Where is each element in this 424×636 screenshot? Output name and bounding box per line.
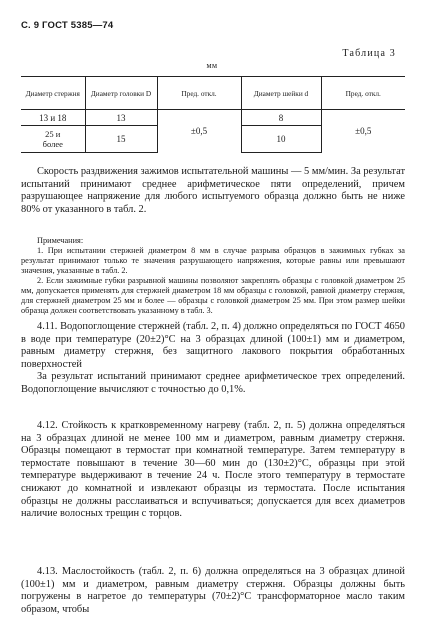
col-head-tolerance: Пред. откл.	[157, 77, 241, 110]
paragraph-4-12: 4.12. Стойкость к кратковременному нагреву (табл. 2, п. 5) должна определяться на 3 образцах длиной не менее 100 мм и диаметром, равным диаметру стержня. Образцы помещают в термостат при комнатной температуре. Затем температуру в термостате повышают в течение 30—60 мин до (130±2)°С, образцы при этой температуре выдерживают в течение 24 ч. После этого температуру в термостате снижают до комнатной и извлекают образцы из термостата. После испытания образцы не должны расслаиваться и вспучиваться; допускается для всех диаметров наличие волосных трещин с торцов.	[21, 420, 405, 520]
paragraph-4-11: 4.11. Водопоглощение стержней (табл. 2, п. 4) должно определяться по ГОСТ 4650 в воде при температуре (20±2)°С на 3 образцах длиной (100±1) мм и диаметром, равным диаметру стержня, без защитного лакового покрытия обработанных поверхностей	[21, 321, 405, 370]
speed-paragraph: Скорость раздвижения зажимов испытательной машины — 5 мм/мин. За результат испытаний принимают среднее арифметическое пяти определений, причем разрушающее напряжение для любого испытуемого образца должно быть не ниже 80% от указанного в табл. 2.	[21, 166, 405, 215]
col-neck-diameter: Диаметр шейки d	[241, 77, 321, 110]
table-unit: мм	[206, 61, 218, 70]
col-rod-diameter: Диаметр стержня	[21, 77, 85, 110]
note-1: 1. При испытании стержней диаметром 8 мм в случае разрыва образцов в зажимных губках за результат принимают только те значения разрушающего напряжения, которые равны или превышают значения, указанные в табл. 2.	[21, 246, 405, 275]
notes-title: Примечания:	[37, 236, 84, 245]
col-head-diameter: Диаметр головки D	[85, 77, 157, 110]
section-4-12	[21, 420, 405, 521]
cell-neck-tolerance: ±0,5	[321, 110, 405, 153]
cell-rod: 13 и 18	[21, 110, 85, 126]
table-row	[21, 110, 405, 126]
cell-rod-line2: более	[42, 139, 63, 149]
cell-rod-line1: 25 и	[45, 129, 61, 139]
section-4-13	[21, 566, 405, 616]
cell-rod	[21, 126, 85, 153]
section-4-11	[21, 321, 405, 397]
cell-head-tolerance: ±0,5	[157, 110, 241, 153]
cell-neck: 8	[241, 110, 321, 126]
table-header-row	[21, 77, 405, 110]
dimensions-table	[21, 76, 405, 153]
note-2: 2. Если зажимные губки разрывной машины позволяют закреплять образцы с головкой диаметром 25 мм, допускается применять для стержней диаметром 18 мм образцы с головкой, равной диаметру стержня, для стержней диаметром 25 мм и более — образцы с головкой диаметром 25 мм. При этом размер шейки образца должен соответствовать указанному в табл. 3.	[21, 276, 405, 315]
speed-paragraph-block	[21, 166, 405, 216]
cell-head: 15	[85, 126, 157, 153]
paragraph-4-11-result: За результат испытаний принимают среднее арифметическое трех определений. Водопоглощение вычисляют с точностью до 0,1%.	[21, 371, 405, 395]
cell-neck: 10	[241, 126, 321, 153]
paragraph-4-13: 4.13. Маслостойкость (табл. 2, п. 6) должна определяться на 3 образцах длиной (100±1) мм и диаметром, равным диаметру стержня. Образцы должны быть погружены в нагретое до температуры (70±2)°С трансформаторное масло таким образом, чтобы	[21, 566, 405, 615]
table-caption: Таблица 3	[342, 48, 396, 59]
notes-block	[21, 236, 405, 316]
cell-head: 13	[85, 110, 157, 126]
col-neck-tolerance: Пред. откл.	[321, 77, 405, 110]
page-header: С. 9 ГОСТ 5385—74	[21, 20, 114, 31]
